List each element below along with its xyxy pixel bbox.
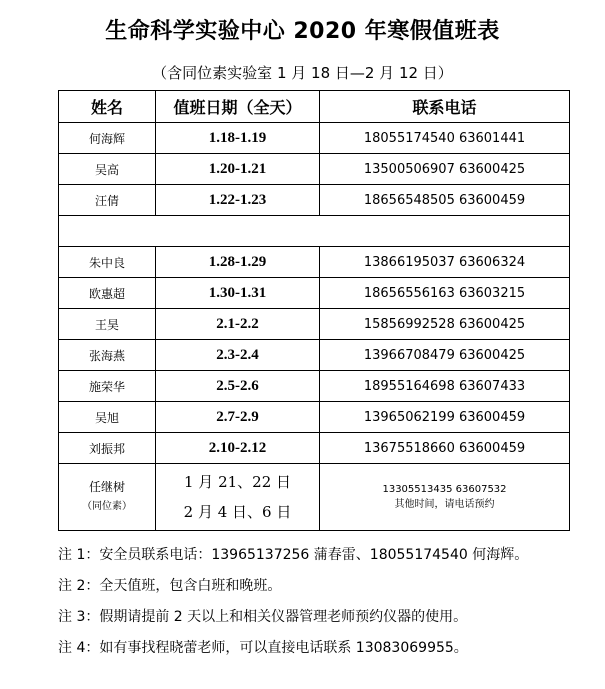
contact-phone: 13500506907 63600425 <box>320 154 570 185</box>
duty-dates-line2: 2 月 4 日、6 日 <box>183 503 292 521</box>
staff-name: 欧惠超 <box>59 278 156 309</box>
staff-name: 王昊 <box>59 309 156 340</box>
table-row <box>59 123 570 154</box>
staff-name: 吴旭 <box>59 402 156 433</box>
note-4: 注 4：如有事找程晓蕾老师，可以直接电话联系 13083069955。 <box>58 640 468 656</box>
staff-name: 吴高 <box>59 154 156 185</box>
staff-name: 汪倩 <box>59 185 156 216</box>
header-phone: 联系电话 <box>320 91 570 123</box>
staff-name-note: （同位素） <box>82 501 132 512</box>
contact-phone: 13965062199 63600459 <box>320 402 570 433</box>
contact-phone: 18656548505 63600459 <box>320 185 570 216</box>
duty-dates: 1.22-1.23 <box>156 185 320 216</box>
duty-dates: 1.20-1.21 <box>156 154 320 185</box>
duty-dates: 2.1-2.2 <box>156 309 320 340</box>
contact-phone: 13866195037 63606324 <box>320 247 570 278</box>
duty-dates: 1.18-1.19 <box>156 123 320 154</box>
duty-dates: 2.3-2.4 <box>156 340 320 371</box>
staff-name: 任继树 <box>88 480 125 494</box>
table-row <box>59 154 570 185</box>
note-1: 注 1：安全员联系电话：13965137256 蒲春雷、18055174540 何海辉。 <box>58 547 529 563</box>
header-dates: 值班日期（全天） <box>156 91 320 123</box>
staff-name: 何海辉 <box>59 123 156 154</box>
table-row <box>59 371 570 402</box>
table-gap-row <box>59 216 570 247</box>
contact-phone: 13675518660 63600459 <box>320 433 570 464</box>
contact-phone: 13305513435 63607532 <box>382 484 507 495</box>
duty-table <box>58 90 570 531</box>
table-row-isotope <box>59 464 570 531</box>
staff-name: 刘振邦 <box>59 433 156 464</box>
contact-phone: 18055174540 63601441 <box>320 123 570 154</box>
table-row <box>59 278 570 309</box>
isotope-staff-cell <box>59 464 156 531</box>
duty-dates: 2.7-2.9 <box>156 402 320 433</box>
staff-name: 施荣华 <box>59 371 156 402</box>
table-row <box>59 185 570 216</box>
header-name: 姓名 <box>59 91 156 123</box>
note-2: 注 2：全天值班，包含白班和晚班。 <box>58 578 282 594</box>
table-row <box>59 340 570 371</box>
table-header-row <box>59 91 570 123</box>
page-title: 生命科学实验中心 2020 年寒假值班表 <box>105 19 500 44</box>
blank-cell <box>59 216 570 247</box>
duty-dates: 2.10-2.12 <box>156 433 320 464</box>
page-subtitle: （含同位素实验室 1 月 18 日—2 月 12 日） <box>152 64 453 82</box>
duty-dates: 1.28-1.29 <box>156 247 320 278</box>
table-row <box>59 309 570 340</box>
duty-dates: 1.30-1.31 <box>156 278 320 309</box>
staff-name: 张海燕 <box>59 340 156 371</box>
note-3: 注 3：假期请提前 2 天以上和相关仪器管理老师预约仪器的使用。 <box>58 609 468 625</box>
contact-phone: 18955164698 63607433 <box>320 371 570 402</box>
staff-name: 朱中良 <box>59 247 156 278</box>
duty-dates-line1: 1 月 21、22 日 <box>183 473 292 491</box>
isotope-dates-cell <box>156 464 320 531</box>
table-row <box>59 402 570 433</box>
notes-section <box>58 545 598 669</box>
isotope-phone-cell <box>320 464 570 531</box>
table-row <box>59 247 570 278</box>
contact-phone-note: 其他时间，请电话预约 <box>394 499 495 510</box>
table-row <box>59 433 570 464</box>
contact-phone: 18656556163 63603215 <box>320 278 570 309</box>
contact-phone: 15856992528 63600425 <box>320 309 570 340</box>
contact-phone: 13966708479 63600425 <box>320 340 570 371</box>
duty-dates: 2.5-2.6 <box>156 371 320 402</box>
